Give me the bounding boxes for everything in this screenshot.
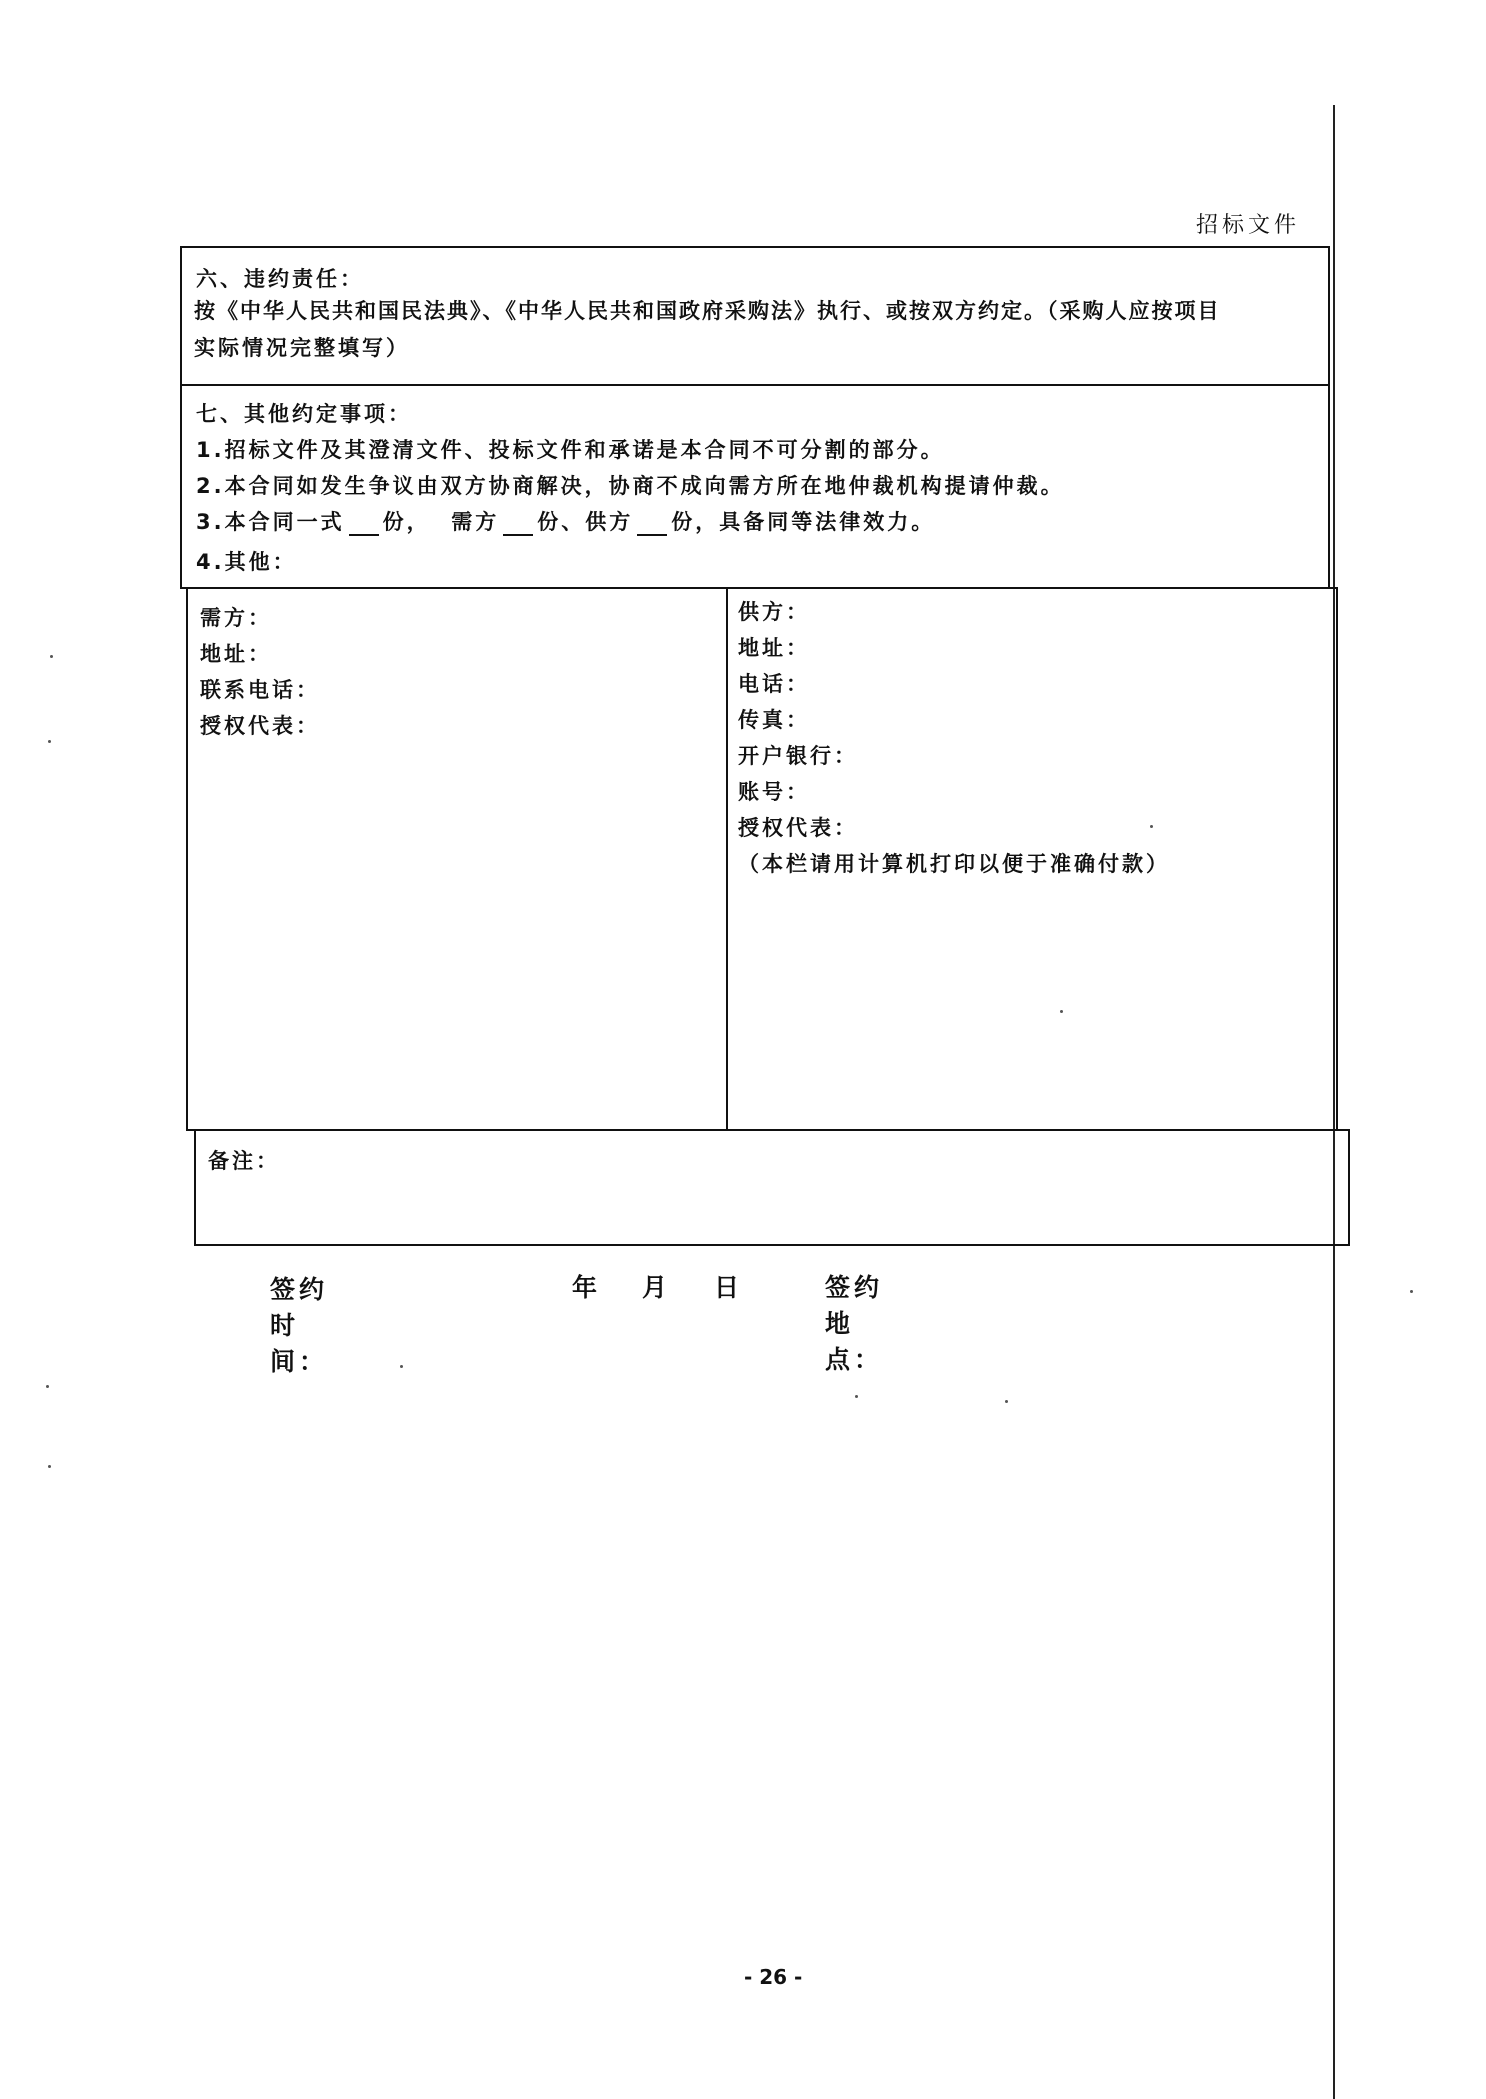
term-item-4: 4.其他： <box>196 550 297 574</box>
buyer-address-label: 地址： <box>200 642 272 666</box>
copies-total-blank <box>349 516 379 536</box>
section-six-heading: 六、违约责任： <box>196 267 364 291</box>
section-seven-heading: 七、其他约定事项： <box>196 402 412 426</box>
supplier-account-label: 账号： <box>738 780 810 804</box>
remark-section <box>194 1129 1350 1246</box>
supplier-address-label: 地址： <box>738 636 810 660</box>
scan-speck <box>855 1395 858 1398</box>
doc-type-header: 招标文件 <box>1196 213 1301 238</box>
signing-month: 月 <box>642 1273 672 1302</box>
scan-speck <box>1150 825 1153 828</box>
term-item-3 <box>196 506 935 536</box>
contract-table <box>180 246 1330 1246</box>
term-item-3-suffix: 份，具备同等法律效力。 <box>671 510 936 534</box>
remark-label: 备注： <box>208 1149 280 1173</box>
buyer-party-label: 需方： <box>200 606 272 630</box>
supplier-phone-label: 电话： <box>738 672 810 696</box>
buyer-rep-label: 授权代表： <box>200 714 320 738</box>
scan-speck <box>1060 1010 1063 1013</box>
copies-buyer-blank <box>503 516 533 536</box>
term-item-2: 2.本合同如发生争议由双方协商解决，协商不成向需方所在地仲裁机构提请仲裁。 <box>196 474 1065 498</box>
page-number: - 26 - <box>744 1965 803 1989</box>
term-item-3-supplier: 份、供方 <box>537 510 634 534</box>
scan-speck <box>50 655 53 658</box>
term-item-3-buyer: 需方 <box>451 510 500 534</box>
scan-speck <box>48 740 51 743</box>
signing-year: 年 <box>572 1273 602 1302</box>
scan-speck <box>400 1365 403 1368</box>
buyer-phone-label: 联系电话： <box>200 678 320 702</box>
section-six-text-line1: 按《中华人民共和国民法典》、《中华人民共和国政府采购法》执行、或按双方约定。（采购人应按项目 <box>194 299 1221 323</box>
term-item-1: 1.招标文件及其澄清文件、投标文件和承诺是本合同不可分割的部分。 <box>196 438 945 462</box>
scan-speck <box>48 1465 51 1468</box>
signing-place-label: 签约地点： <box>825 1273 884 1374</box>
parties-column-divider <box>726 587 728 1131</box>
supplier-bank-label: 开户银行： <box>738 744 858 768</box>
supplier-party-label: 供方： <box>738 600 810 624</box>
supplier-print-note: （本栏请用计算机打印以便于准确付款） <box>738 852 1170 876</box>
term-item-3-copies-unit: 份， <box>382 510 431 534</box>
section-six-text-line2: 实际情况完整填写） <box>194 336 410 360</box>
supplier-fax-label: 传真： <box>738 708 810 732</box>
copies-supplier-blank <box>637 516 667 536</box>
section-other-terms <box>180 384 1330 589</box>
supplier-rep-label: 授权代表： <box>738 816 858 840</box>
scan-speck <box>46 1385 49 1388</box>
scan-speck <box>1005 1400 1008 1403</box>
scan-speck <box>1410 1290 1413 1293</box>
signing-day: 日 <box>714 1273 744 1302</box>
section-breach-liability <box>180 246 1330 386</box>
term-item-3-prefix: 3.本合同一式 <box>196 510 345 534</box>
signing-time-label: 签约时间： <box>270 1275 329 1376</box>
